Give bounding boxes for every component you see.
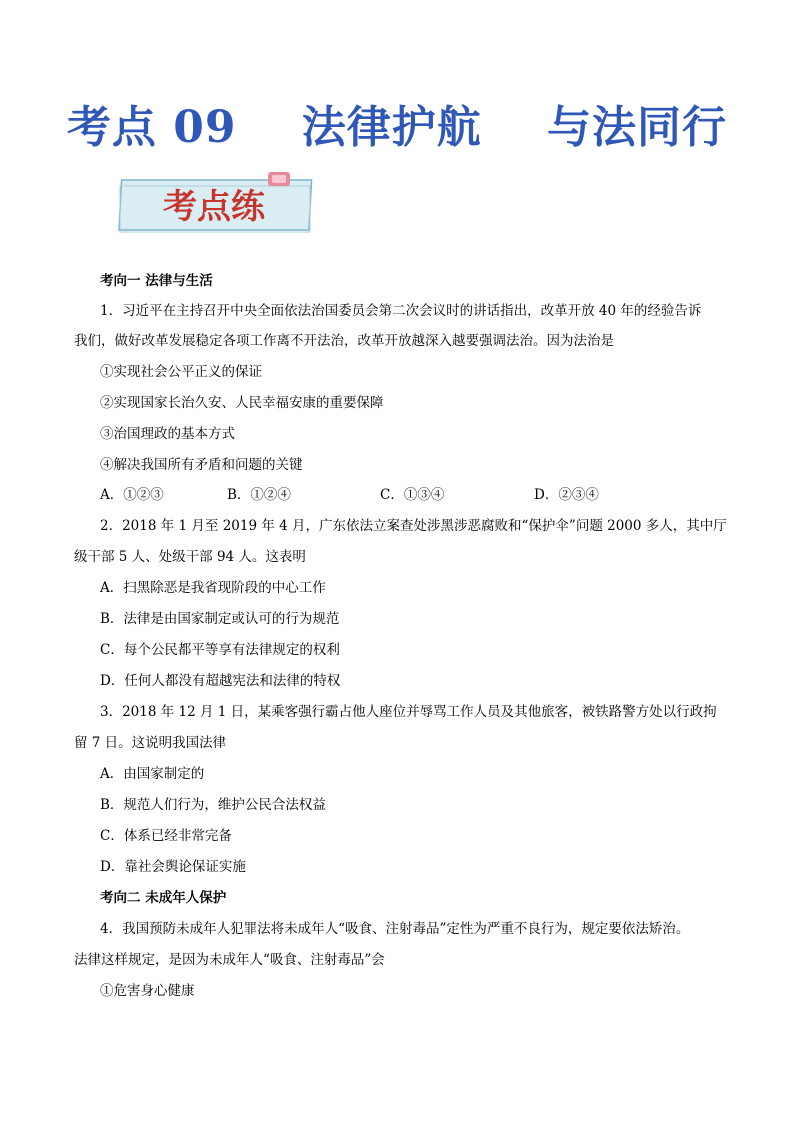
option-d: D．靠社会舆论保证实施 bbox=[100, 859, 246, 875]
list-item: ①危害身心健康 bbox=[100, 983, 195, 999]
question-3-line-1: 3．2018 年 12 月 1 日，某乘客强行霸占他人座位并辱骂工作人员及其他旅客，被铁路警方处以行政拘 bbox=[100, 704, 717, 720]
option-c: C．体系已经非常完备 bbox=[100, 828, 232, 844]
question-4-line-2: 法律这样规定，是因为未成年人“吸食、注射毒品”会 bbox=[74, 952, 385, 968]
section-badge bbox=[118, 172, 318, 236]
list-item: ④解决我国所有矛盾和问题的关键 bbox=[100, 457, 303, 473]
question-1-line-2: 我们，做好改革发展稳定各项工作离不开法治，改革开放越深入越要强调法治。因为法治是 bbox=[74, 333, 614, 349]
question-1-line-1: 1．习近平在主持召开中央全面依法治国委员会第二次会议时的讲话指出，改革开放 40 年的经验告诉 bbox=[100, 303, 702, 319]
list-item: ③治国理政的基本方式 bbox=[100, 426, 235, 442]
option-c: C．每个公民都平等享有法律规定的权利 bbox=[100, 642, 340, 658]
option-a: A．①②③ bbox=[100, 487, 164, 503]
option-b: B．法律是由国家制定或认可的行为规范 bbox=[100, 611, 340, 627]
section-heading: 考向二 未成年人保护 bbox=[100, 890, 227, 906]
option-d: D．任何人都没有超越宪法和法律的特权 bbox=[100, 673, 341, 689]
badge-text: 考点练 bbox=[163, 187, 265, 227]
section-heading: 考向一 法律与生活 bbox=[100, 273, 213, 289]
question-4-line-1: 4．我国预防未成年人犯罪法将未成年人“吸食、注射毒品”定性为严重不良行为，规定要依法矫治。 bbox=[100, 921, 690, 937]
list-item: ②实现国家长治久安、人民幸福安康的重要保障 bbox=[100, 395, 384, 411]
option-b: B．①②④ bbox=[227, 487, 291, 503]
option-a: A．由国家制定的 bbox=[100, 766, 205, 782]
option-a: A．扫黑除恶是我省现阶段的中心工作 bbox=[100, 580, 326, 596]
list-item: ①实现社会公平正义的保证 bbox=[100, 364, 262, 380]
option-c: C．①③④ bbox=[380, 487, 445, 503]
paper-clip-icon bbox=[268, 172, 290, 186]
option-b: B．规范人们行为，维护公民合法权益 bbox=[100, 797, 326, 813]
option-d: D．②③④ bbox=[534, 487, 599, 503]
page-title: 考点 09 法律护航 与法同行 bbox=[66, 102, 728, 153]
question-3-line-2: 留 7 日。这说明我国法律 bbox=[74, 735, 227, 751]
question-2-line-1: 2．2018 年 1 月至 2019 年 4 月，广东依法立案查处涉黑涉恶腐败和“保护伞”问题 2000 多人，其中厅 bbox=[100, 518, 727, 534]
question-2-line-2: 级干部 5 人、处级干部 94 人。这表明 bbox=[74, 549, 306, 565]
